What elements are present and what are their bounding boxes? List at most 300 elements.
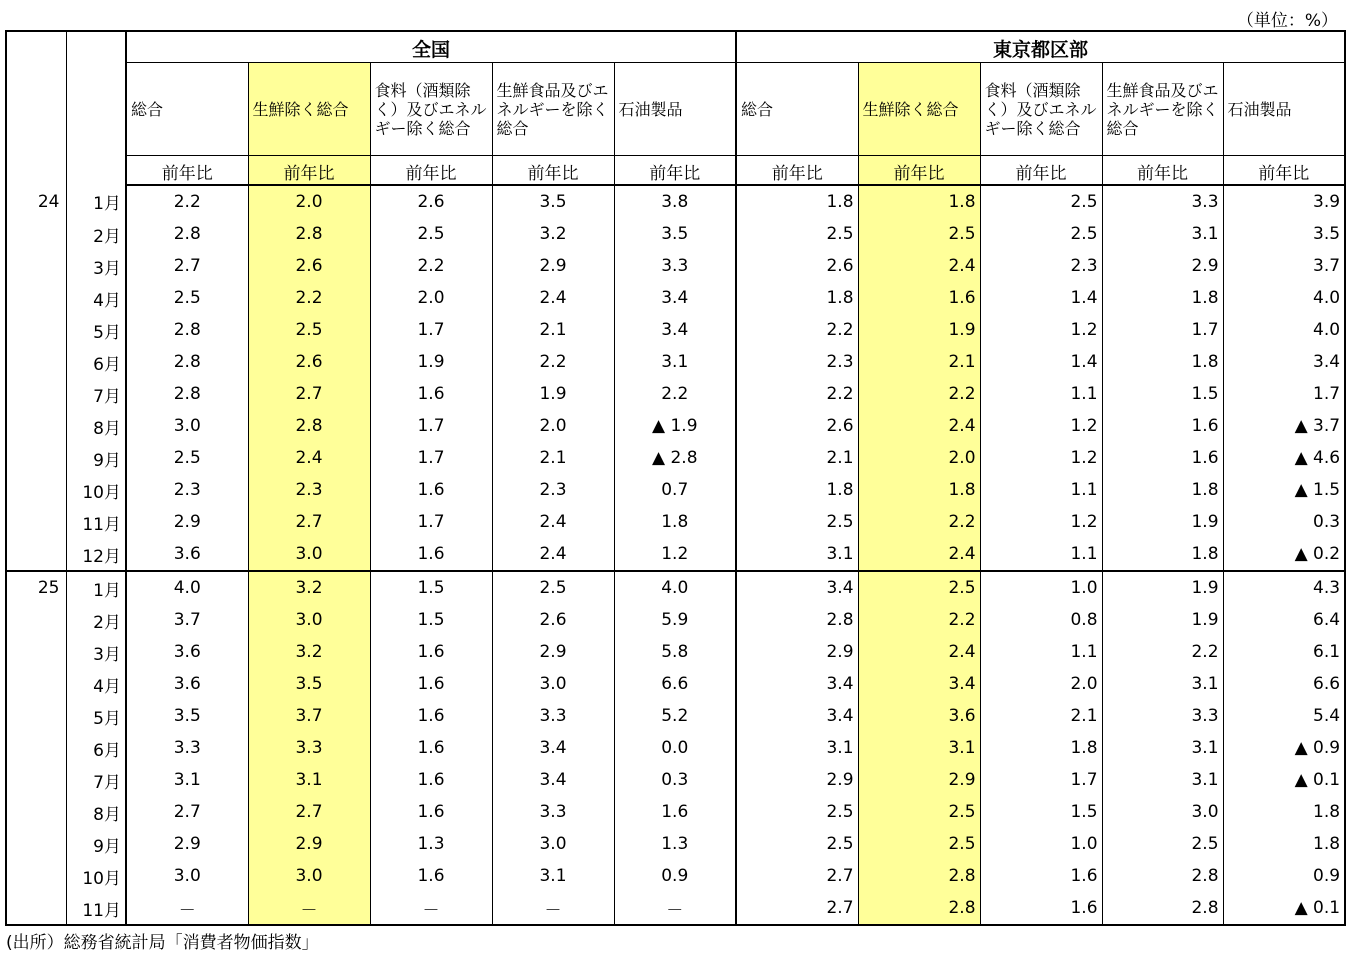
national-value-cell: 1.6 xyxy=(614,796,736,828)
tokyo-value-cell: 2.2 xyxy=(826,320,854,340)
national-value-cell: 1.6 xyxy=(370,538,492,571)
national-value-cell: 1.6 xyxy=(370,796,492,828)
tokyo-value-cell: ▲ 0.9 xyxy=(1223,732,1345,764)
month-cell: 11月 xyxy=(66,892,126,925)
national-value-cell: 2.7 xyxy=(173,802,201,822)
tokyo-value-cell: 2.3 xyxy=(980,250,1102,282)
tokyo-value-cell: 1.8 xyxy=(858,185,980,218)
tokyo-value-cell: 1.2 xyxy=(980,442,1102,474)
national-value-cell: 2.1 xyxy=(492,442,614,474)
national-value-cell: 2.2 xyxy=(248,282,370,314)
month-cell: 8月 xyxy=(66,410,126,442)
table-row xyxy=(6,314,1345,346)
sub-label: 前年比 xyxy=(126,156,248,186)
month-cell: 4月 xyxy=(66,668,126,700)
national-value-cell: 3.0 xyxy=(492,828,614,860)
year-cell xyxy=(6,314,66,346)
national-value-cell: 2.4 xyxy=(248,442,370,474)
tokyo-value-cell: 3.1 xyxy=(1102,764,1223,796)
tokyo-value-cell: 2.5 xyxy=(826,512,854,532)
year-cell xyxy=(6,764,66,796)
tokyo-value-cell: ▲ 4.6 xyxy=(1223,442,1345,474)
tokyo-value-cell: 2.1 xyxy=(980,700,1102,732)
month-cell: 8月 xyxy=(66,796,126,828)
national-value-cell: － xyxy=(248,892,370,925)
table-row xyxy=(6,282,1345,314)
national-value-cell: 1.6 xyxy=(370,668,492,700)
national-value-cell: 3.5 xyxy=(492,185,614,218)
tokyo-value-cell: 2.9 xyxy=(826,770,854,790)
national-value-cell: 1.7 xyxy=(370,410,492,442)
tokyo-value-cell: 1.8 xyxy=(1102,346,1223,378)
national-value-cell: 0.0 xyxy=(614,732,736,764)
tokyo-value-cell: 1.6 xyxy=(980,892,1102,925)
month-cell: 9月 xyxy=(66,828,126,860)
unit-label: （単位：%） xyxy=(1236,11,1338,31)
tokyo-value-cell: 0.8 xyxy=(980,604,1102,636)
national-value-cell: 2.7 xyxy=(248,796,370,828)
national-value-cell: 1.6 xyxy=(370,636,492,668)
table-row xyxy=(6,185,1345,218)
year-cell xyxy=(6,732,66,764)
tokyo-value-cell: 2.8 xyxy=(858,892,980,925)
tokyo-value-cell: 2.1 xyxy=(826,448,854,468)
table-row xyxy=(6,764,1345,796)
national-value-cell: 1.7 xyxy=(370,442,492,474)
tokyo-value-cell: 2.5 xyxy=(980,218,1102,250)
tokyo-value-cell: 1.8 xyxy=(826,480,854,500)
tokyo-value-cell: 1.4 xyxy=(980,346,1102,378)
tokyo-value-cell: 3.1 xyxy=(1102,732,1223,764)
national-value-cell: 2.9 xyxy=(492,636,614,668)
month-cell: 1月 xyxy=(66,185,126,218)
month-cell: 3月 xyxy=(66,250,126,282)
tokyo-value-cell: 3.4 xyxy=(858,668,980,700)
national-value-cell: 2.3 xyxy=(173,480,201,500)
table-row xyxy=(6,860,1345,892)
tokyo-value-cell: 1.4 xyxy=(980,282,1102,314)
national-value-cell: 2.9 xyxy=(248,828,370,860)
year-cell xyxy=(6,700,66,732)
national-value-cell: 3.0 xyxy=(248,604,370,636)
month-cell: 12月 xyxy=(66,538,126,571)
national-value-cell: 3.6 xyxy=(173,642,201,662)
tokyo-value-cell: 2.2 xyxy=(1102,636,1223,668)
national-value-cell: 2.9 xyxy=(173,512,201,532)
national-value-cell: 2.2 xyxy=(173,192,201,212)
table-body xyxy=(6,185,1345,925)
national-value-cell: 4.0 xyxy=(126,571,248,604)
year-cell xyxy=(6,282,66,314)
national-value-cell: 1.3 xyxy=(614,828,736,860)
national-value-cell: 2.5 xyxy=(370,218,492,250)
tokyo-value-cell: 2.7 xyxy=(826,866,854,886)
tokyo-value-cell: 2.5 xyxy=(826,834,854,854)
tokyo-value-cell: 1.7 xyxy=(1102,314,1223,346)
national-value-cell: 2.4 xyxy=(492,538,614,571)
year-cell xyxy=(6,636,66,668)
tokyo-value-cell: 1.9 xyxy=(1102,604,1223,636)
national-value-cell: 2.9 xyxy=(173,834,201,854)
year-cell xyxy=(6,410,66,442)
year-cell xyxy=(6,346,66,378)
col-national-core: 生鮮除く総合 xyxy=(248,63,370,156)
year-cell xyxy=(6,378,66,410)
sub-label: 前年比 xyxy=(614,156,736,186)
national-value-cell: 2.2 xyxy=(492,346,614,378)
national-value-cell: 2.7 xyxy=(173,256,201,276)
sub-label: 前年比 xyxy=(248,156,370,186)
national-value-cell: 3.2 xyxy=(492,218,614,250)
sub-label: 前年比 xyxy=(370,156,492,186)
national-value-cell: 3.0 xyxy=(173,866,201,886)
tokyo-value-cell: 2.4 xyxy=(858,250,980,282)
month-cell: 7月 xyxy=(66,764,126,796)
national-value-cell: 3.2 xyxy=(248,636,370,668)
tokyo-value-cell: ▲ 1.5 xyxy=(1223,474,1345,506)
tokyo-value-cell: 6.1 xyxy=(1223,636,1345,668)
tokyo-value-cell: 1.8 xyxy=(1102,538,1223,571)
month-cell: 6月 xyxy=(66,346,126,378)
month-cell: 10月 xyxy=(66,474,126,506)
tokyo-value-cell: 1.0 xyxy=(980,828,1102,860)
tokyo-value-cell: 2.5 xyxy=(858,218,980,250)
national-value-cell: 2.5 xyxy=(173,448,201,468)
tokyo-value-cell: 3.1 xyxy=(826,544,854,564)
national-value-cell: 1.6 xyxy=(370,378,492,410)
national-value-cell: 2.1 xyxy=(492,314,614,346)
month-cell: 2月 xyxy=(66,218,126,250)
table-row xyxy=(6,700,1345,732)
national-value-cell: 3.1 xyxy=(248,764,370,796)
national-value-cell: 2.2 xyxy=(370,250,492,282)
year-cell xyxy=(6,218,66,250)
year-cell xyxy=(6,860,66,892)
tokyo-value-cell: 2.8 xyxy=(1102,860,1223,892)
tokyo-value-cell: 2.2 xyxy=(858,506,980,538)
tokyo-value-cell: 2.2 xyxy=(826,384,854,404)
tokyo-value-cell: 1.7 xyxy=(1223,378,1345,410)
national-value-cell: 6.6 xyxy=(614,668,736,700)
col-national-core-core: 食料（酒類除く）及びエネルギー除く総合 xyxy=(370,63,492,156)
year-cell xyxy=(6,828,66,860)
tokyo-value-cell: 1.2 xyxy=(980,314,1102,346)
tokyo-value-cell: 2.0 xyxy=(980,668,1102,700)
tokyo-value-cell: 1.8 xyxy=(1102,474,1223,506)
national-value-cell: 3.7 xyxy=(248,700,370,732)
national-value-cell: 1.6 xyxy=(370,474,492,506)
table-row xyxy=(6,828,1345,860)
tokyo-value-cell: 1.6 xyxy=(980,860,1102,892)
national-value-cell: 3.4 xyxy=(492,732,614,764)
col-national-total: 総合 xyxy=(126,63,248,156)
year-cell xyxy=(6,506,66,538)
year-cell xyxy=(6,892,66,925)
tokyo-value-cell: 1.1 xyxy=(980,378,1102,410)
national-value-cell: 3.3 xyxy=(492,700,614,732)
group-header-row xyxy=(6,31,1345,63)
tokyo-value-cell: 1.6 xyxy=(1102,410,1223,442)
national-value-cell: 3.0 xyxy=(248,860,370,892)
national-value-cell: 0.3 xyxy=(614,764,736,796)
month-cell: 5月 xyxy=(66,314,126,346)
tokyo-value-cell: 3.1 xyxy=(826,738,854,758)
sub-label: 前年比 xyxy=(1102,156,1223,186)
tokyo-value-cell: 3.4 xyxy=(736,571,858,604)
national-value-cell: 3.4 xyxy=(492,764,614,796)
tokyo-value-cell: 3.3 xyxy=(1102,700,1223,732)
tokyo-value-cell: 2.8 xyxy=(858,860,980,892)
sub-label: 前年比 xyxy=(1223,156,1345,186)
table-row xyxy=(6,442,1345,474)
national-value-cell: 1.7 xyxy=(370,506,492,538)
col-tokyo-petroleum: 石油製品 xyxy=(1223,63,1345,156)
tokyo-value-cell: 0.9 xyxy=(1223,860,1345,892)
tokyo-value-cell: 3.0 xyxy=(1102,796,1223,828)
year-cell xyxy=(6,250,66,282)
national-value-cell: 3.3 xyxy=(248,732,370,764)
national-value-cell: 2.4 xyxy=(492,282,614,314)
tokyo-value-cell: 2.5 xyxy=(1102,828,1223,860)
tokyo-value-cell: 3.4 xyxy=(826,674,854,694)
tokyo-value-cell: 1.0 xyxy=(980,571,1102,604)
tokyo-value-cell: 2.2 xyxy=(858,604,980,636)
national-value-cell: 3.5 xyxy=(173,706,201,726)
table-row xyxy=(6,636,1345,668)
national-value-cell: 2.8 xyxy=(173,224,201,244)
tokyo-value-cell: 3.1 xyxy=(1102,218,1223,250)
year-cell: 25 xyxy=(6,571,66,604)
national-value-cell: 3.1 xyxy=(492,860,614,892)
tokyo-value-cell: 1.8 xyxy=(1223,796,1345,828)
tokyo-value-cell: 1.8 xyxy=(858,474,980,506)
col-tokyo-core-core: 食料（酒類除く）及びエネルギー除く総合 xyxy=(980,63,1102,156)
national-value-cell: 2.5 xyxy=(173,288,201,308)
table-row xyxy=(6,410,1345,442)
month-header xyxy=(66,31,126,185)
national-value-cell: 3.5 xyxy=(248,668,370,700)
national-value-cell: 3.4 xyxy=(614,282,736,314)
sub-label: 前年比 xyxy=(492,156,614,186)
tokyo-value-cell: 2.8 xyxy=(826,610,854,630)
tokyo-value-cell: 6.6 xyxy=(1223,668,1345,700)
national-value-cell: ▲ 1.9 xyxy=(614,410,736,442)
tokyo-value-cell: 2.9 xyxy=(858,764,980,796)
tokyo-value-cell: 1.8 xyxy=(826,192,854,212)
tokyo-value-cell: 2.0 xyxy=(858,442,980,474)
national-value-cell: 1.9 xyxy=(492,378,614,410)
tokyo-value-cell: 3.7 xyxy=(1223,250,1345,282)
national-value-cell: 3.6 xyxy=(173,544,201,564)
national-value-cell: 1.6 xyxy=(370,860,492,892)
tokyo-value-cell: 2.6 xyxy=(826,256,854,276)
tokyo-value-cell: 3.3 xyxy=(1102,185,1223,218)
national-value-cell: 1.6 xyxy=(370,732,492,764)
year-cell xyxy=(6,474,66,506)
tokyo-value-cell: 3.4 xyxy=(1223,346,1345,378)
tokyo-value-cell: 2.4 xyxy=(858,410,980,442)
tokyo-value-cell: 3.1 xyxy=(858,732,980,764)
sub-label: 前年比 xyxy=(858,156,980,186)
tokyo-value-cell: 4.0 xyxy=(1223,282,1345,314)
table-row xyxy=(6,378,1345,410)
tokyo-value-cell: 1.2 xyxy=(980,410,1102,442)
national-value-cell: 3.3 xyxy=(173,738,201,758)
year-cell xyxy=(6,668,66,700)
tokyo-value-cell: 2.1 xyxy=(858,346,980,378)
table-row xyxy=(6,506,1345,538)
tokyo-value-cell: 2.5 xyxy=(826,224,854,244)
tokyo-value-cell: 1.6 xyxy=(1102,442,1223,474)
col-national-ex-fresh-energy: 生鮮食品及びエネルギーを除く総合 xyxy=(492,63,614,156)
month-cell: 11月 xyxy=(66,506,126,538)
national-value-cell: 2.9 xyxy=(492,250,614,282)
national-value-cell: 4.0 xyxy=(614,571,736,604)
national-value-cell: 2.0 xyxy=(248,185,370,218)
tokyo-value-cell: 2.3 xyxy=(826,352,854,372)
national-value-cell: 3.0 xyxy=(173,416,201,436)
tokyo-value-cell: 2.6 xyxy=(826,416,854,436)
national-value-cell: 2.7 xyxy=(248,378,370,410)
tokyo-value-cell: 3.1 xyxy=(1102,668,1223,700)
table-row xyxy=(6,474,1345,506)
column-header-row xyxy=(6,63,1345,156)
source-note: (出所）総務省統計局「消費者物価指数」 xyxy=(6,933,319,953)
national-value-cell: 5.2 xyxy=(614,700,736,732)
tokyo-value-cell: 5.4 xyxy=(1223,700,1345,732)
tokyo-value-cell: 2.4 xyxy=(858,636,980,668)
national-value-cell: 1.3 xyxy=(370,828,492,860)
tokyo-value-cell: 1.9 xyxy=(1102,506,1223,538)
national-value-cell: 2.6 xyxy=(492,604,614,636)
national-value-cell: 3.0 xyxy=(492,668,614,700)
national-value-cell: － xyxy=(492,892,614,925)
tokyo-value-cell: 3.9 xyxy=(1223,185,1345,218)
tokyo-value-cell: ▲ 0.1 xyxy=(1223,892,1345,925)
tokyo-value-cell: 4.3 xyxy=(1223,571,1345,604)
national-value-cell: 3.1 xyxy=(614,346,736,378)
national-value-cell: 3.2 xyxy=(248,571,370,604)
national-value-cell: 2.6 xyxy=(248,346,370,378)
col-national-petroleum: 石油製品 xyxy=(614,63,736,156)
year-cell xyxy=(6,538,66,571)
tokyo-value-cell: 1.8 xyxy=(980,732,1102,764)
month-cell: 3月 xyxy=(66,636,126,668)
tokyo-value-cell: 2.9 xyxy=(1102,250,1223,282)
group-national: 全国 xyxy=(126,31,736,63)
year-cell xyxy=(6,604,66,636)
table-row xyxy=(6,250,1345,282)
tokyo-value-cell: 1.7 xyxy=(980,764,1102,796)
table-row xyxy=(6,218,1345,250)
tokyo-value-cell: 1.5 xyxy=(1102,378,1223,410)
sub-label: 前年比 xyxy=(980,156,1102,186)
table-row xyxy=(6,668,1345,700)
tokyo-value-cell: 2.5 xyxy=(980,185,1102,218)
tokyo-value-cell: 3.6 xyxy=(858,700,980,732)
sub-label: 前年比 xyxy=(736,156,858,186)
tokyo-value-cell: 2.7 xyxy=(736,892,858,925)
national-value-cell: 2.6 xyxy=(248,250,370,282)
national-value-cell: 2.3 xyxy=(492,474,614,506)
col-tokyo-ex-fresh-energy: 生鮮食品及びエネルギーを除く総合 xyxy=(1102,63,1223,156)
tokyo-value-cell: 1.8 xyxy=(1102,282,1223,314)
tokyo-value-cell: 1.1 xyxy=(980,538,1102,571)
national-value-cell: 5.8 xyxy=(614,636,736,668)
table-row xyxy=(6,346,1345,378)
national-value-cell: 2.0 xyxy=(370,282,492,314)
national-value-cell: 2.2 xyxy=(614,378,736,410)
national-value-cell: － xyxy=(126,892,248,925)
table-row xyxy=(6,604,1345,636)
national-value-cell: 1.9 xyxy=(370,346,492,378)
year-cell xyxy=(6,442,66,474)
tokyo-value-cell: 1.2 xyxy=(980,506,1102,538)
national-value-cell: 2.0 xyxy=(492,410,614,442)
national-value-cell: － xyxy=(614,892,736,925)
national-value-cell: 1.7 xyxy=(370,314,492,346)
month-cell: 5月 xyxy=(66,700,126,732)
national-value-cell: 0.9 xyxy=(614,860,736,892)
national-value-cell: 3.8 xyxy=(614,185,736,218)
group-tokyo: 東京都区部 xyxy=(736,31,1345,63)
national-value-cell: 3.3 xyxy=(492,796,614,828)
tokyo-value-cell: ▲ 0.2 xyxy=(1223,538,1345,571)
year-cell xyxy=(6,796,66,828)
col-tokyo-core: 生鮮除く総合 xyxy=(858,63,980,156)
table-row xyxy=(6,571,1345,604)
national-value-cell: 1.8 xyxy=(614,506,736,538)
national-value-cell: 1.2 xyxy=(614,538,736,571)
national-value-cell: 0.7 xyxy=(614,474,736,506)
national-value-cell: 3.3 xyxy=(614,250,736,282)
month-cell: 7月 xyxy=(66,378,126,410)
tokyo-value-cell: 0.3 xyxy=(1223,506,1345,538)
national-value-cell: 3.0 xyxy=(248,538,370,571)
national-value-cell: 5.9 xyxy=(614,604,736,636)
year-header xyxy=(6,31,66,185)
month-cell: 10月 xyxy=(66,860,126,892)
tokyo-value-cell: ▲ 0.1 xyxy=(1223,764,1345,796)
tokyo-value-cell: 1.8 xyxy=(826,288,854,308)
tokyo-value-cell: 2.5 xyxy=(858,796,980,828)
sub-header-row xyxy=(6,156,1345,186)
national-value-cell: 3.6 xyxy=(173,674,201,694)
tokyo-value-cell: 1.6 xyxy=(858,282,980,314)
tokyo-value-cell: 2.5 xyxy=(858,828,980,860)
national-value-cell: ▲ 2.8 xyxy=(614,442,736,474)
col-tokyo-total: 総合 xyxy=(736,63,858,156)
national-value-cell: 3.4 xyxy=(614,314,736,346)
tokyo-value-cell: 4.0 xyxy=(1223,314,1345,346)
national-value-cell: 2.6 xyxy=(370,185,492,218)
tokyo-value-cell: 3.5 xyxy=(1223,218,1345,250)
tokyo-value-cell: 2.5 xyxy=(826,802,854,822)
tokyo-value-cell: 6.4 xyxy=(1223,604,1345,636)
table-row xyxy=(6,732,1345,764)
month-cell: 1月 xyxy=(66,571,126,604)
national-value-cell: 2.4 xyxy=(492,506,614,538)
table-row xyxy=(6,538,1345,571)
cpi-table xyxy=(5,30,1346,926)
tokyo-value-cell: 2.4 xyxy=(858,538,980,571)
national-value-cell: 1.6 xyxy=(370,700,492,732)
tokyo-value-cell: 2.9 xyxy=(826,642,854,662)
month-cell: 4月 xyxy=(66,282,126,314)
national-value-cell: 1.5 xyxy=(370,604,492,636)
national-value-cell: 1.5 xyxy=(370,571,492,604)
month-cell: 6月 xyxy=(66,732,126,764)
